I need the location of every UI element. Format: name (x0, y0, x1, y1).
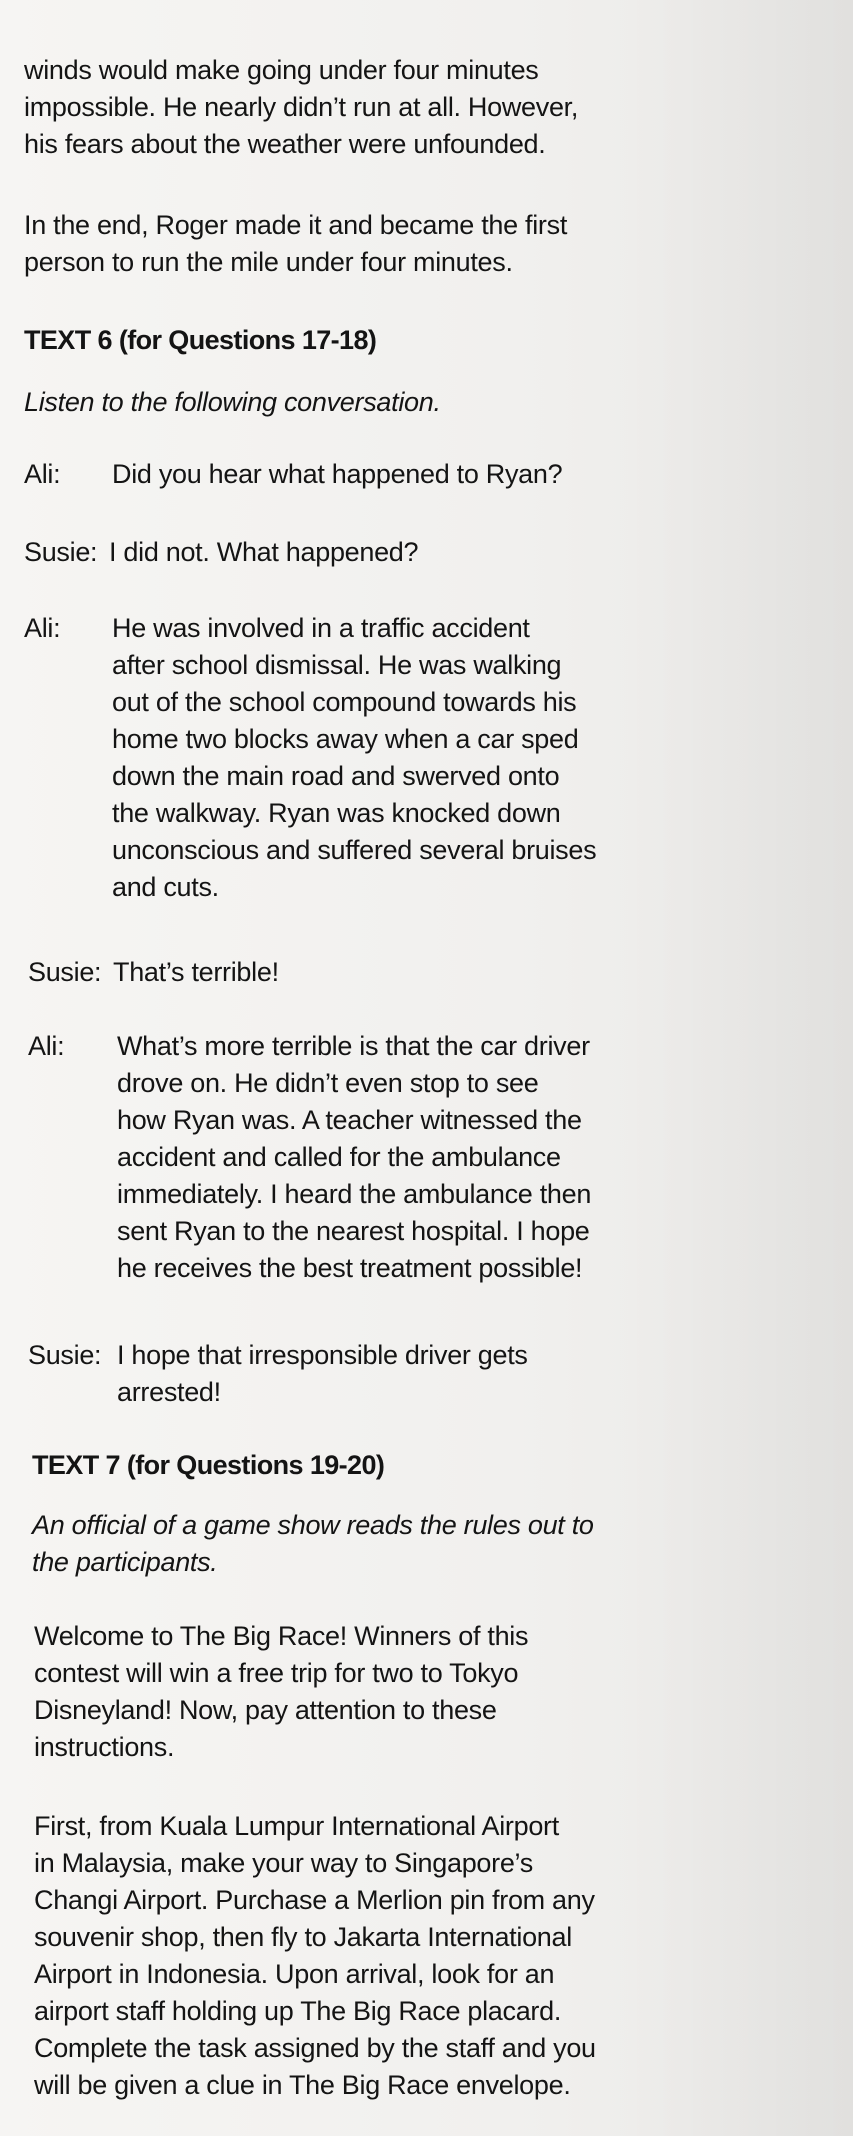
speech-line: unconscious and suffered several bruises (112, 835, 597, 865)
speech-line: I did not. What happened? (109, 537, 419, 567)
speech-line: He was involved in a traffic accident (112, 613, 530, 643)
intro-line: impossible. He nearly didn’t run at all. However, (24, 92, 579, 122)
speech-line: arrested! (117, 1377, 221, 1407)
instruction-line: An official of a game show reads the rules out to (32, 1510, 594, 1540)
dialogue-speech (112, 456, 562, 493)
paragraph-line: airport staff holding up The Big Race placard. (34, 1996, 562, 2026)
text7-paragraph-2 (34, 1808, 596, 2104)
speech-line: the walkway. Ryan was knocked down (112, 798, 561, 828)
text7-instruction (32, 1507, 594, 1581)
intro-line: winds would make going under four minutes (24, 55, 539, 85)
dialogue-speech (117, 1337, 528, 1411)
paragraph-line: will be given a clue in The Big Race envelope. (34, 2070, 571, 2100)
speech-line: Did you hear what happened to Ryan? (112, 459, 563, 489)
dialogue-speech (109, 534, 418, 571)
speech-line: how Ryan was. A teacher witnessed the (117, 1105, 582, 1135)
speech-line: I hope that irresponsible driver gets (117, 1340, 528, 1370)
speech-line: down the main road and swerved onto (112, 761, 560, 791)
paragraph-line: Complete the task assigned by the staff and you (34, 2033, 596, 2063)
page-shadow (623, 0, 853, 2136)
speech-line: after school dismissal. He was walking (112, 650, 562, 680)
conclusion-line: In the end, Roger made it and became the first (24, 210, 568, 240)
speech-line: immediately. I heard the ambulance then (117, 1179, 592, 1209)
paragraph-line: contest will win a free trip for two to Tokyo (34, 1658, 519, 1688)
paragraph-line: souvenir shop, then fly to Jakarta International (34, 1922, 572, 1952)
speech-line: That’s terrible! (113, 957, 279, 987)
paragraph-line: First, from Kuala Lumpur International Airport (34, 1811, 559, 1841)
dialogue-speaker: Susie: (28, 1340, 102, 1370)
dialogue-speech (117, 1028, 591, 1287)
speech-line: and cuts. (112, 872, 219, 902)
speech-line: drove on. He didn’t even stop to see (117, 1068, 539, 1098)
speech-line: out of the school compound towards his (112, 687, 577, 717)
paragraph-line: Airport in Indonesia. Upon arrival, look for an (34, 1959, 555, 1989)
intro-paragraph (24, 52, 578, 163)
instruction-line: the participants. (32, 1547, 218, 1577)
speech-line: he receives the best treatment possible! (117, 1253, 583, 1283)
speech-line: What’s more terrible is that the car driver (117, 1031, 590, 1061)
dialogue-speaker: Ali: (28, 1031, 65, 1061)
paragraph-line: Changi Airport. Purchase a Merlion pin from any (34, 1885, 595, 1915)
dialogue-speaker: Susie: (24, 537, 98, 567)
conclusion-paragraph (24, 207, 567, 281)
paragraph-line: instructions. (34, 1732, 175, 1762)
intro-line: his fears about the weather were unfounded. (24, 129, 546, 159)
dialogue-speaker: Susie: (28, 957, 102, 987)
speech-line: accident and called for the ambulance (117, 1142, 561, 1172)
paragraph-line: Disneyland! Now, pay attention to these (34, 1695, 497, 1725)
conclusion-line: person to run the mile under four minutes. (24, 247, 513, 277)
dialogue-speaker: Ali: (24, 459, 61, 489)
dialogue-speaker: Ali: (24, 613, 61, 643)
speech-line: home two blocks away when a car sped (112, 724, 579, 754)
paragraph-line: Welcome to The Big Race! Winners of this (34, 1621, 529, 1651)
paragraph-line: in Malaysia, make your way to Singapore’s (34, 1848, 533, 1878)
speech-line: sent Ryan to the nearest hospital. I hope (117, 1216, 590, 1246)
dialogue-speech (113, 954, 279, 991)
text7-paragraph-1 (34, 1618, 528, 1766)
dialogue-speech (112, 610, 596, 906)
text6-instruction: Listen to the following conversation. (24, 387, 441, 417)
text6-heading: TEXT 6 (for Questions 17-18) (24, 325, 377, 355)
text7-heading: TEXT 7 (for Questions 19-20) (32, 1450, 385, 1480)
